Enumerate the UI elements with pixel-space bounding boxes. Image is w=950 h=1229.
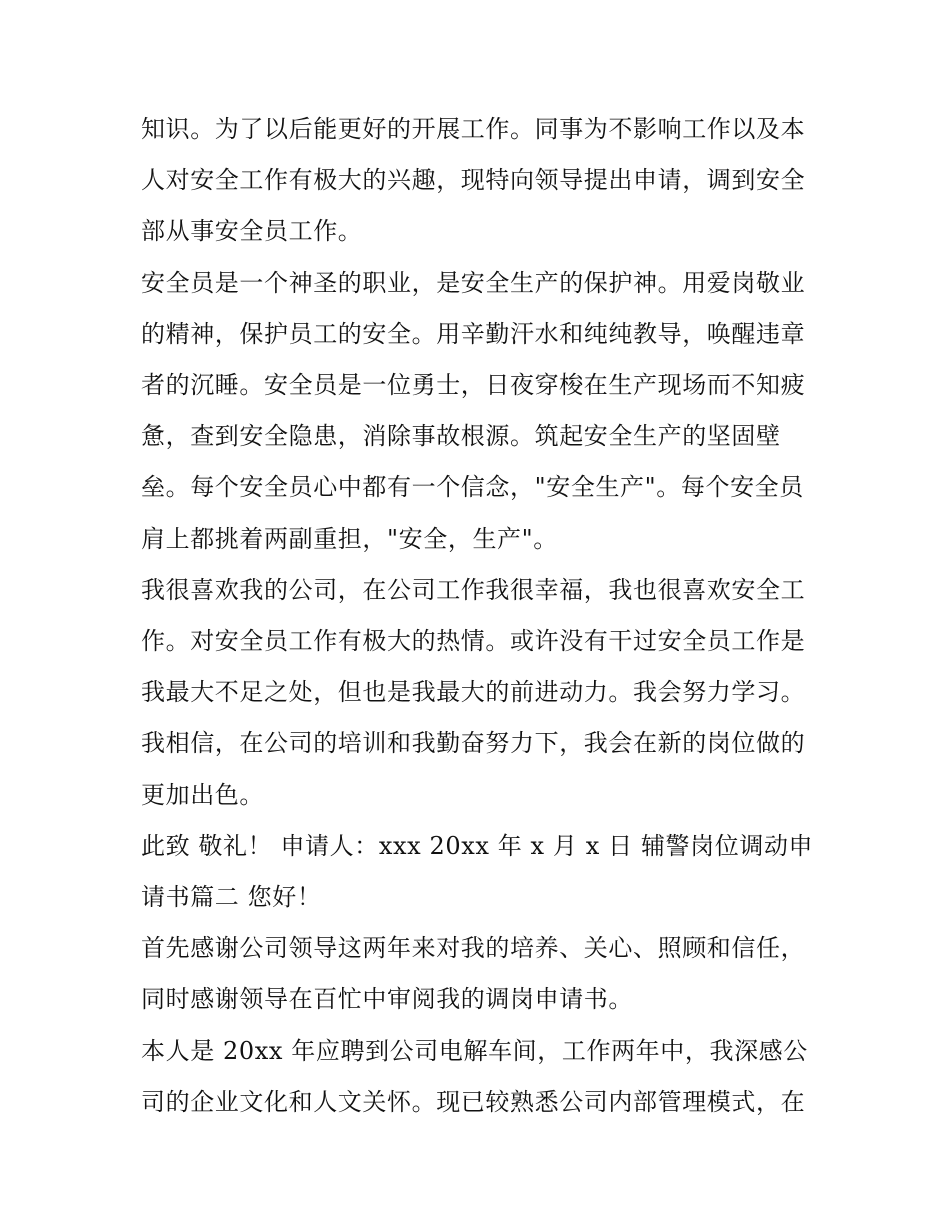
paragraph-2: 安全员是一个神圣的职业，是安全生产的保护神。用爱岗敬业的精神，保护员工的安全。用辛勤汗水和纯纯教导，唤醒违章者的沉睡。安全员是一位勇士，日夜穿梭在生产现场而不知疲惫，查到安全隐患，消除事故根源。筑起安全生产的坚固壁垒。每个安全员心中都有一个信念，"安全生产"。每个安全员肩上都挑着两副重担，"安全，生产"。	[141, 268, 806, 553]
document-body	[141, 104, 816, 1128]
paragraph-6: 本人是 20xx 年应聘到公司电解车间，工作两年中，我深感公司的企业文化和人文关怀。现已较熟悉公司内部管理模式，在	[141, 1036, 808, 1116]
paragraph-1: 知识。为了以后能更好的开展工作。同事为不影响工作以及本人对安全工作有极大的兴趣，现特向领导提出申请，调到安全部从事安全员工作。	[141, 115, 806, 246]
paragraph-3: 我很喜欢我的公司，在公司工作我很幸福，我也很喜欢安全工作。对安全员工作有极大的热情。或许没有干过安全员工作是我最大不足之处，但也是我最大的前进动力。我会努力学习。我相信，在公司的培训和我勤奋努力下，我会在新的岗位做的更加出色。	[141, 575, 806, 809]
paragraph-5: 首先感谢公司领导这两年来对我的培养、关心、照顾和信任，同时感谢领导在百忙中审阅我的调岗申请书。	[141, 934, 806, 1014]
paragraph-4: 此致 敬礼！ 申请人：xxx 20xx 年 x 月 x 日 辅警岗位调动申请书篇二 您好！	[141, 831, 814, 912]
